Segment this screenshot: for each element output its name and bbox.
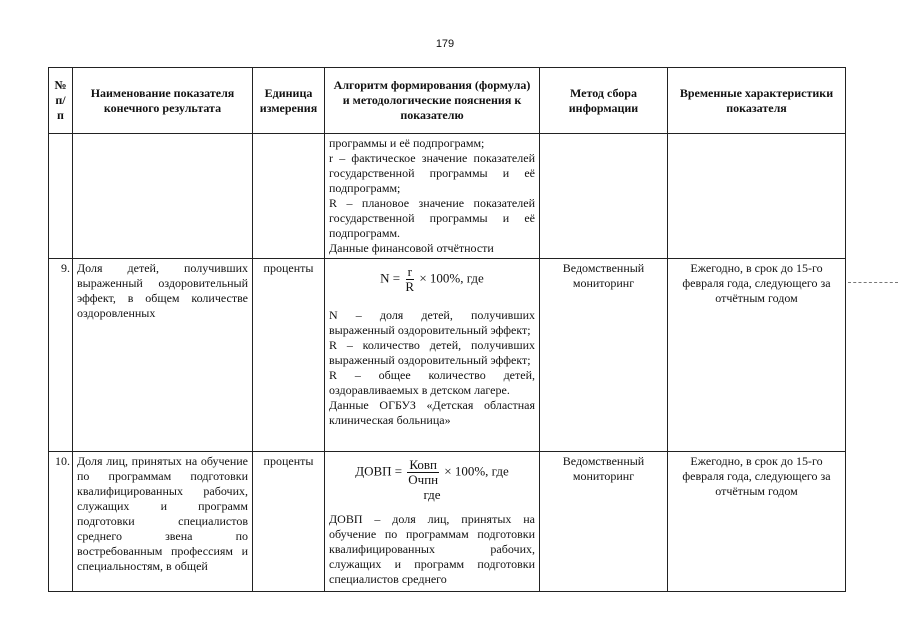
table-row-9 [49, 259, 846, 452]
formula [329, 265, 535, 294]
header-method: Метод сбора информации [540, 68, 668, 134]
algo-line: программы и её подпрограмм; [329, 136, 485, 150]
formula-denominator: R [405, 279, 415, 294]
algo-line: Данные финансовой отчётности [329, 241, 494, 255]
algo-line: r – фактическое значение показателей государственной программы и её подпрограмм; [329, 151, 535, 195]
table-row-continuation [49, 134, 846, 259]
cell-num: 9. [49, 259, 73, 452]
table-row-10 [49, 452, 846, 592]
header-algo: Алгоритм формирования (формула) и методологические пояснения к показателю [325, 68, 540, 134]
table-header-row [49, 68, 846, 134]
cell-unit [253, 134, 325, 259]
formula-fraction [407, 458, 439, 487]
cell-num [49, 134, 73, 259]
algo-line: R – общее количество детей, оздоравливаемых в детском лагере. [329, 368, 535, 397]
cell-unit: проценты [253, 452, 325, 592]
formula-fraction [405, 265, 414, 294]
formula-numerator: r [407, 264, 412, 279]
cell-time [668, 134, 846, 259]
cell-name [73, 134, 253, 259]
header-time: Временные характеристики показателя [668, 68, 846, 134]
cell-method: Ведомственный мониторинг [540, 259, 668, 452]
formula-denominator: Очпн [408, 472, 439, 487]
formula [329, 458, 535, 502]
cell-method [540, 134, 668, 259]
formula-lhs: ДОВП = [355, 463, 403, 479]
algo-line: R – плановое значение показателей государственной программы и её подпрограмм. [329, 196, 535, 240]
cell-time: Ежегодно, в срок до 15-го февраля года, следующего за отчётным годом [668, 452, 846, 592]
indicators-table [48, 67, 846, 592]
cell-num: 10. [49, 452, 73, 592]
cell-unit: проценты [253, 259, 325, 452]
cell-name: Доля детей, получивших выраженный оздоровительный эффект, в общем количестве оздоровленных [73, 259, 253, 452]
algo-line: R – количество детей, получивших выраженный оздоровительный эффект; [329, 338, 535, 367]
algo-line: ДОВП – доля лиц, принятых на обучение по программам подготовки квалифицированных рабочих, служащих и программ подготовки специалистов среднего [329, 512, 535, 586]
formula-after: где [423, 487, 441, 502]
cell-method: Ведомственный мониторинг [540, 452, 668, 592]
algo-line: Данные ОГБУЗ «Детская областная клиническая больница» [329, 398, 535, 427]
header-unit: Единица измерения [253, 68, 325, 134]
header-num: № п/п [49, 68, 73, 134]
cell-algo [325, 452, 540, 592]
cell-algo [325, 134, 540, 259]
cell-algo [325, 259, 540, 452]
margin-dash-mark [848, 282, 898, 283]
cell-time: Ежегодно, в срок до 15-го февраля года, следующего за отчётным годом [668, 259, 846, 452]
formula-rhs: × 100%, где [419, 270, 484, 286]
formula-lhs: N = [380, 270, 401, 286]
formula-rhs: × 100%, где [444, 463, 509, 479]
cell-name: Доля лиц, принятых на обучение по программам подготовки квалифицированных рабочих, служащих и программ подготовки специалистов среднего звена по востребованным профессиям и специальностям, в общей [73, 452, 253, 592]
formula-numerator: Ковп [409, 457, 438, 472]
algo-line: N – доля детей, получивших выраженный оздоровительный эффект; [329, 308, 535, 337]
page-number: 179 [435, 38, 455, 50]
header-name: Наименование показателя конечного результата [73, 68, 253, 134]
